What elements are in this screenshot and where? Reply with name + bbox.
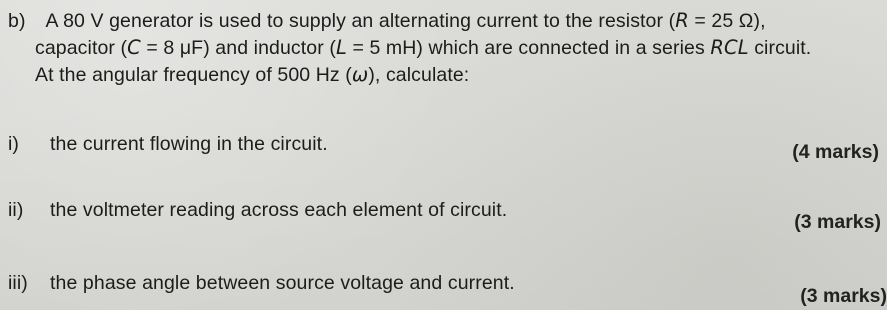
subquestion-i: [8, 133, 328, 155]
question-text-3b: ), calculate:: [368, 64, 470, 86]
inductor-symbol: L: [335, 36, 347, 59]
subquestion-label: iii): [8, 272, 28, 294]
part-label: b): [8, 10, 26, 32]
subquestion-text: the phase angle between source voltage and current.: [50, 272, 515, 294]
question-text-2c: = 5 mH) which are connected in a series: [346, 37, 711, 59]
question-text-2b: = 8 μF) and inductor (: [140, 37, 336, 59]
marks-label: (3 marks): [800, 285, 887, 307]
subquestion-iii: [8, 272, 515, 294]
question-text-2d: circuit.: [748, 37, 812, 59]
capacitor-symbol: C: [127, 36, 141, 59]
circuit-type: RCL: [710, 36, 749, 59]
omega-symbol: ω: [351, 63, 369, 86]
subquestion-label: i): [8, 133, 20, 155]
question-text-3a: At the angular frequency of 500 Hz (: [35, 64, 352, 86]
question-line-2: [35, 37, 811, 59]
subquestion-ii: [8, 199, 507, 221]
question-text-1a: A 80 V generator is used to supply an alternating current to the resistor (: [45, 10, 676, 32]
subquestion-text: the current flowing in the circuit.: [50, 133, 328, 155]
marks-label: (3 marks): [794, 211, 881, 233]
question-line-3: [35, 64, 469, 86]
marks-label: (4 marks): [792, 141, 879, 163]
question-text-1b: = 25 Ω),: [688, 10, 766, 32]
subquestion-label: ii): [8, 199, 24, 221]
subquestion-text: the voltmeter reading across each element of circuit.: [50, 199, 508, 221]
resistor-symbol: R: [675, 9, 689, 32]
question-text-2a: capacitor (: [35, 37, 128, 59]
question-line-1: [8, 10, 766, 32]
